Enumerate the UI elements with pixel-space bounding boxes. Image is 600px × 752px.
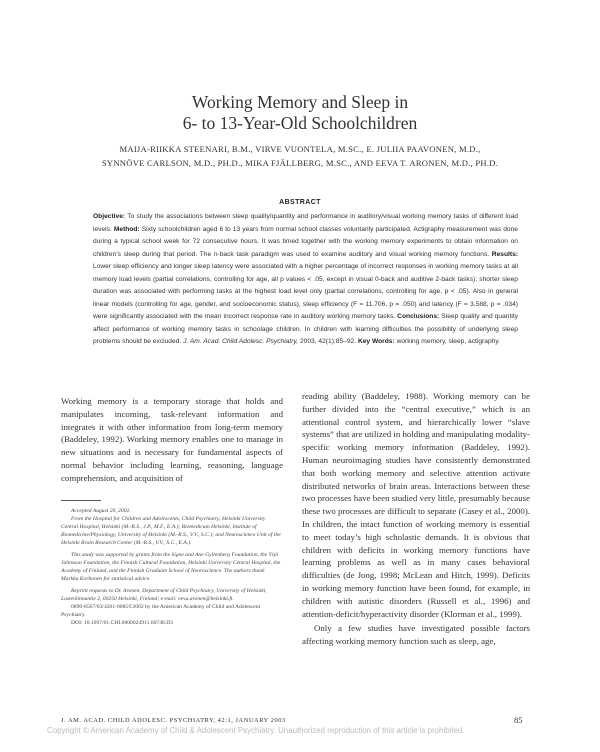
citation-details: 2003, 42(1):85–92. — [298, 338, 357, 346]
footnote-support: This study was supported by grants from the Signe and Ane Gyllenberg Foundation, the Yrjö Jahnsson Foundation, the Finnish Cultural Foundation, Helsinki University Central Hospital, the Academy of Finland, and the Finnish Graduate School of Neuroscience. The authors thank Markku Korhonen for statistical advice. — [61, 552, 281, 582]
footnote-doi: DOI: 10.1097/01.CHI.0000024911.60748.D3 — [71, 620, 174, 626]
body-paragraph: Only a few studies have investigated possible factors affecting working memory function such as sleep, age, — [302, 623, 530, 647]
author-list — [60, 142, 540, 170]
body-paragraph: Working memory is a temporary storage that holds and manipulates incoming, task-relevant information and integrates it with other information from long-term memory (Baddeley, 1992). Working memory enables one to manage in new situations and is necessary for fundamental aspects of normal behavior including learning, reasoning, language comprehension, and acquisition of — [61, 396, 283, 483]
keywords-label: Key Words: — [357, 338, 395, 346]
conclusions-label: Conclusions: — [397, 313, 440, 321]
running-footer: J. AM. ACAD. CHILD ADOLESC. PSYCHIATRY, 42:1, JANUARY 2003 — [61, 717, 286, 724]
results-text: Lower sleep efficiency and longer sleep latency were associated with a higher percentage of incorrect responses in working memory tasks at all memory load levels (partial correlations, controlling for age, all p values < .05, except in visual 0-back and auditive 2-back tasks); shorter sleep duration was associated with performing tasks at the highest load level only (partial correlations, controlling for age, p < .05). Also in general linear models (controlling for age, gender, and socioeconomic status), sleep efficiency (F = 11.706, p = .050) and latency (F = 3.588, p = .034) were significantly associated with the mean incorrect response rate in auditory working memory tasks. — [93, 263, 518, 321]
author-line-1: MAIJA-RIIKKA STEENARI, B.M., VIRVE VUONTELA, M.SC., E. JULIIA PAAVONEN, M.D., — [119, 144, 481, 154]
body-paragraph: reading ability (Baddeley, 1988). Working memory can be further divided into the “central executive,” which is an attentional control system, and hierarchically lower “slave systems” that are utilized in holding and manipulating modality-specific working memory information (Baddeley, 1992). Human neuroimaging studies have consistently demonstrated that both working memory and selective attention activate distributed networks of brain areas. Interactions between these two processes have been studied very little, presumably because these two processes are difficult to separate (Casey et al., 2000). In children, the intact function of working memory is essential to meet today’s high scholastic demands. It is obvious that children with deficits in working memory functions have learning problems as well as in many cases behavioral difficulties (de Jong, 1998; McLean and Hitch, 1999). Deficits in working memory function have been found, for example, in children with autistic disorders (Russell et al., 1996) and attention-deficit/hyperactivity disorder (Klorman et al., 1999). — [302, 391, 530, 619]
footnote-accepted: Accepted August 20, 2002. — [71, 508, 131, 514]
footnote-divider — [61, 500, 101, 501]
copyright-watermark: Copyright © American Academy of Child & Adolescent Psychiatry. Unauthorized reproduction of this article is prohibited. — [47, 726, 465, 735]
footnotes — [61, 507, 283, 627]
title-line-2: 6- to 13-Year-Old Schoolchildren — [182, 113, 418, 133]
body-right-column — [302, 390, 530, 648]
conclusions-text: Sleep quality and quantity affect performance of working memory tasks in schoolage children. In children with learning difficulties the possibility of underlying sleep problems should be excluded. — [93, 313, 518, 346]
objective-text: To study the associations between sleep quality/quantity and performance in auditory/visual working memory tasks of different load levels. — [93, 213, 518, 233]
footnote-issn: 0890-8567/03/4201-0085©2002 by the American Academy of Child and Adolescent Psychiatry. — [61, 604, 261, 618]
objective-label: Objective: — [93, 213, 126, 220]
abstract-text — [93, 211, 518, 349]
keywords-text: working memory, sleep, actigraphy. — [394, 338, 501, 346]
body-left-column — [61, 395, 283, 485]
article-title — [0, 92, 600, 134]
citation-journal: J. Am. Acad. Child Adolesc. Psychiatry, — [181, 338, 299, 346]
method-label: Method: — [113, 225, 140, 233]
page-number: 85 — [514, 715, 523, 725]
footnote-affiliations: From the Hospital for Children and Adolescents, Child Psychiatry, Helsinki University Central Hospital, Helsinki (M.-R.S., J.P., M.F., E.A.); Biomedicum Helsinki, Institute of Biomedicine/Physiology, University of Helsinki (M.-R.S., V.V., S.C.); and Neuroscience Unit of the Helsinki Brain Research Center (M.-R.S., V.V., S.C., E.A.). — [61, 516, 281, 546]
footnote-reprints: Reprint requests to Dr. Aronen, Department of Child Psychiatry, University of Helsinki, Lastenlinnantie 2, 00250 Helsinki, Finland; e-mail: eeva.aronen@helsinki.fi. — [61, 588, 267, 602]
results-label: Results: — [491, 250, 518, 258]
title-line-1: Working Memory and Sleep in — [191, 92, 409, 112]
abstract-heading: ABSTRACT — [279, 199, 321, 206]
author-line-2: SYNNÖVE CARLSON, M.D., PH.D., MIKA FJÄLLBERG, M.SC., AND EEVA T. ARONEN, M.D., PH.D. — [101, 158, 499, 168]
method-text: Sixty schoolchildren aged 6 to 13 years from normal school classes voluntarily participated. Actigraphy measurement was done during a typical school week for 72 consecutive hours. It was timed together with the working memory experiments to obtain information on children’s sleep during that period. The n-back task paradigm was used to examine auditory and visual working memory functions. — [93, 225, 518, 258]
